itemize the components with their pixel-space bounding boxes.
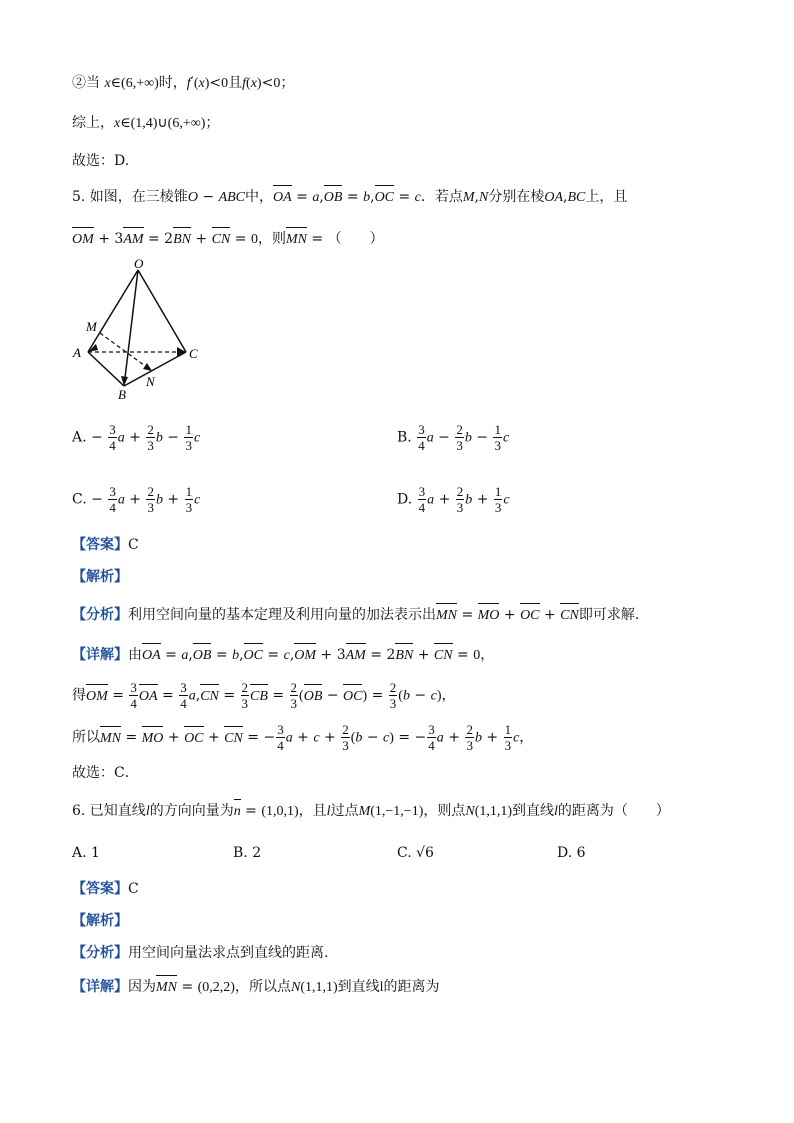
edge-OC (138, 270, 186, 352)
label-A: A (73, 345, 81, 360)
edge-AB (88, 352, 124, 386)
q6-detail: 【详解】因为MN = (0,2,2)，所以点N(1,1,1)到直线l的距离为 (72, 976, 440, 999)
q6-option-B[interactable]: B. 2 (233, 845, 262, 861)
prev-case-2-line: ②当 x∈(6,+∞)时，f′(x)<0且f(x)<0； (72, 75, 295, 91)
label-B: B (118, 387, 126, 402)
q6-analysis: 【分析】用空间向量法求点到直线的距离. (72, 945, 329, 961)
edge-OA (88, 270, 138, 352)
q6-stem: 6. 已知直线l的方向向量为n = (1,0,1)，且l过点M(1,−1,−1)，则点N(1,1,1)到直线l的距离为（ ） (72, 800, 670, 823)
label-N: N (146, 374, 155, 389)
edge-OB (124, 270, 138, 386)
q5-option-C[interactable]: C. − $\frac{3}{4}$ a + $\frac{2}{3}$ b + $\frac{1}{3}$ c (72, 484, 201, 515)
q5-detail-line2: 得OM = $\frac{3}{4}$ OA = $\frac{3}{4}$ a,CN = $\frac{2}{3}$ CB = $\frac{2}{3}$ (OB − OC) = $\frac{2}{3}$ (b − c)， (72, 680, 456, 711)
prev-summary-line: 综上，x∈(1,4)∪(6,+∞)； (72, 115, 220, 131)
q6-jiexi-heading: 【解析】 (72, 913, 128, 929)
edge-BC (124, 352, 186, 386)
arrow-N (143, 363, 152, 371)
q5-answer: 【答案】C (72, 537, 139, 553)
label-C: C (189, 346, 198, 361)
tetrahedron-figure (72, 258, 212, 403)
q5-jiexi-heading: 【解析】 (72, 569, 128, 585)
q5-analysis: 【分析】利用空间向量的基本定理及利用向量的加法表示出MN = MO + OC + CN即可求解． (72, 604, 649, 627)
prev-choose-line: 故选：D. (72, 153, 130, 169)
q6-option-C[interactable]: C. √6 (397, 845, 434, 861)
q5-detail-line3: 所以MN = MO + OC + CN = − $\frac{3}{4}$ a + c + $\frac{2}{3}$ (b − c) = − $\frac{3}{4}$ a + $\frac{2}{3}$ b + $\frac{1}{3}$ c， (72, 722, 534, 753)
q6-option-D[interactable]: D. 6 (557, 845, 586, 861)
label-O: O (134, 258, 144, 271)
q5-option-B[interactable]: B. $\frac{3}{4}$ a − $\frac{2}{3}$ b − $\frac{1}{3}$ c (397, 422, 510, 453)
q5-option-A[interactable]: A. − $\frac{3}{4}$ a + $\frac{2}{3}$ b − $\frac{1}{3}$ c (72, 422, 201, 453)
q5-choose: 故选：C． (72, 765, 139, 781)
q5-option-D[interactable]: D. $\frac{3}{4}$ a + $\frac{2}{3}$ b + $\frac{1}{3}$ c (397, 484, 510, 515)
label-M: M (86, 319, 97, 334)
q5-detail-line1: 【详解】由OA = a,OB = b,OC = c,OM + 3AM = 2BN + CN = 0， (72, 644, 494, 667)
q5-stem-line2: OM + 3AM = 2BN + CN = 0，则MN = （ ） (72, 228, 384, 251)
q6-option-A[interactable]: A. 1 (72, 845, 100, 861)
q6-answer: 【答案】C (72, 881, 139, 897)
q5-stem-line1: 5. 如图，在三棱锥O − ABC中，OA = a,OB = b,OC = c．若点M,N分别在棱OA,BC上，且 (72, 186, 627, 209)
